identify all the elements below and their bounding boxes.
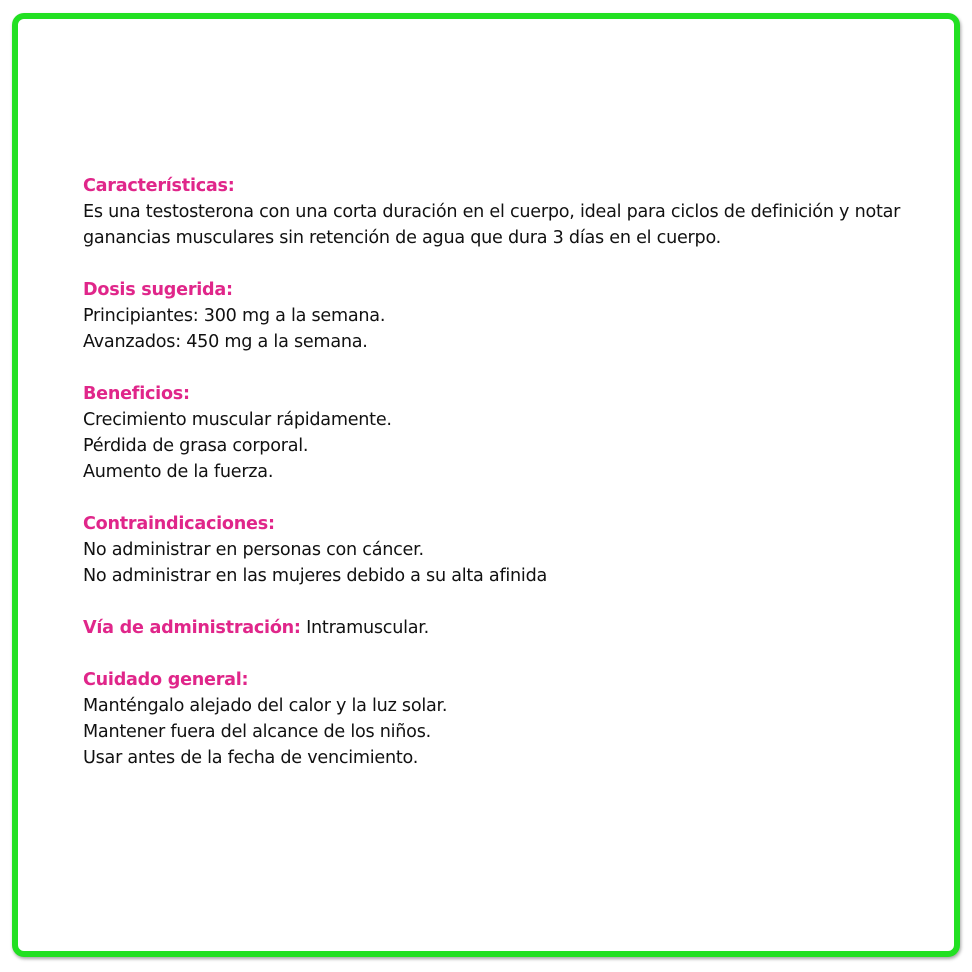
- section-contraindicaciones: [83, 511, 943, 589]
- beneficios-line: Crecimiento muscular rápidamente.: [83, 410, 392, 430]
- heading-beneficios: Beneficios:: [83, 384, 190, 404]
- contraindicaciones-line: No administrar en personas con cáncer.: [83, 540, 424, 560]
- caracteristicas-line: ganancias musculares sin retención de agua que dura 3 días en el cuerpo.: [83, 228, 721, 248]
- clipped-text: No administrar en las mujeres debido a su alta afinida: [83, 566, 548, 586]
- heading-contraindicaciones: Contraindicaciones:: [83, 514, 275, 534]
- contraindicaciones-line-clipped: [83, 563, 943, 589]
- via-value: Intramuscular.: [306, 618, 429, 638]
- heading-via: Vía de administración:: [83, 618, 301, 638]
- section-dosis: [83, 277, 943, 355]
- dosis-line: Principiantes: 300 mg a la semana.: [83, 306, 386, 326]
- cuidado-line: Manténgalo alejado del calor y la luz solar.: [83, 696, 448, 716]
- caracteristicas-line: Es una testosterona con una corta duración en el cuerpo, ideal para ciclos de definición y notar: [83, 202, 901, 222]
- heading-caracteristicas: Características:: [83, 176, 235, 196]
- dosis-line: Avanzados: 450 mg a la semana.: [83, 332, 368, 352]
- section-beneficios: [83, 381, 943, 485]
- section-via: [83, 615, 943, 641]
- cuidado-line: Usar antes de la fecha de vencimiento.: [83, 748, 419, 768]
- cuidado-line: Mantener fuera del alcance de los niños.: [83, 722, 431, 742]
- section-cuidado: [83, 667, 943, 771]
- heading-dosis: Dosis sugerida:: [83, 280, 233, 300]
- heading-cuidado: Cuidado general:: [83, 670, 249, 690]
- beneficios-line: Pérdida de grasa corporal.: [83, 436, 309, 456]
- beneficios-line: Aumento de la fuerza.: [83, 462, 274, 482]
- product-info-document: [83, 173, 943, 797]
- section-caracteristicas: [83, 173, 943, 251]
- via-line: [83, 615, 943, 641]
